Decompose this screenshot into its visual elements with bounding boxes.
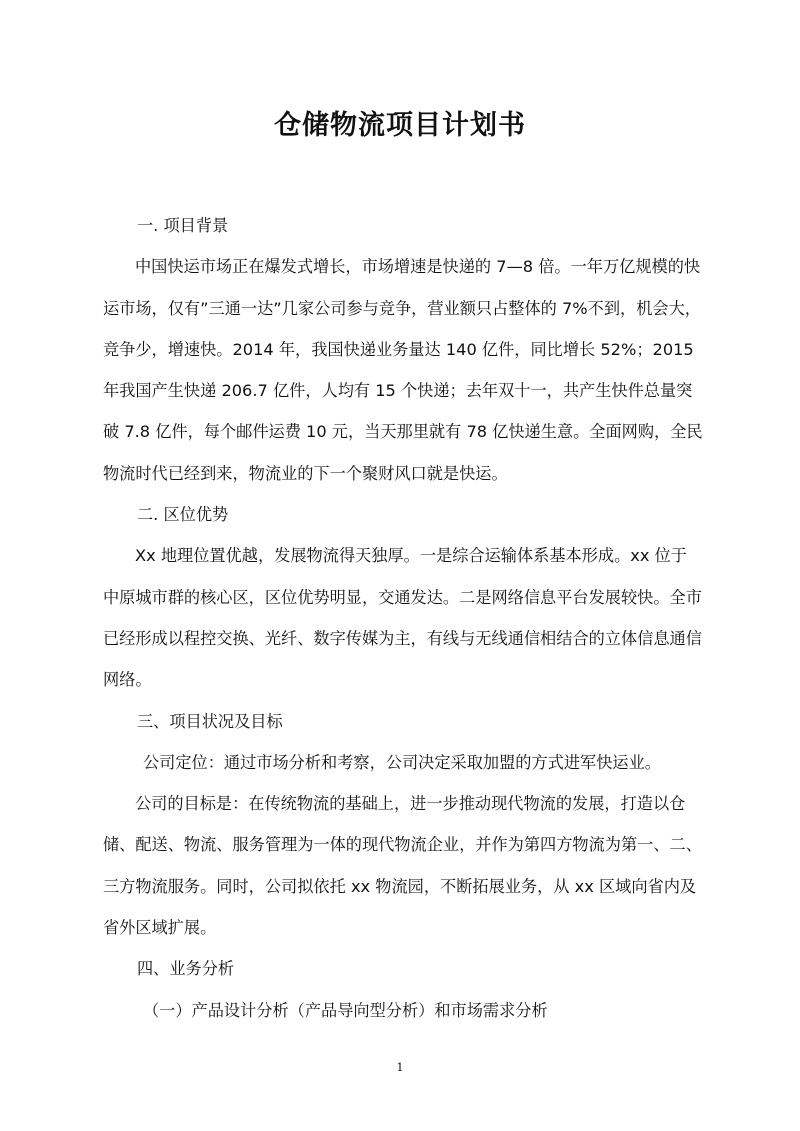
page-number: 1 [396, 1061, 404, 1074]
section-heading-location: 二. 区位优势 [137, 505, 229, 525]
document-body [103, 205, 703, 1031]
section-heading-background: 一. 项目背景 [137, 216, 229, 235]
subsection-heading-product-design: （一）产品设计分析（产品导向型分析）和市场需求分析 [143, 1000, 548, 1020]
paragraph-company-positioning: 公司定位：通过市场分析和考察，公司决定采取加盟的方式进军快运业。 [143, 752, 661, 772]
document-title: 仓储物流项目计划书 [274, 110, 526, 141]
section-heading-status-goals: 三、项目状况及目标 [137, 711, 283, 731]
paragraph-company-goals: 公司的目标是：在传统物流的基础上，进一步推动现代物流的发展，打造以仓储、配送、物流、服务管理为一体的现代物流企业，并作为第四方物流为第一、二、三方物流服务。同时，公司拟依托 xx 物流园，不断拓展业务，从 xx 区域向省内及省外区域扩展。 [103, 794, 702, 938]
paragraph-location: Xx 地理位置优越，发展物流得天独厚。一是综合运输体系基本形成。xx 位于中原城市群的核心区，区位优势明显，交通发达。二是网络信息平台发展较快。全市已经形成以程控交换、光纤、数字传媒为主，有线与无线通信相结合的立体信息通信网络。 [103, 546, 702, 690]
section-heading-business-analysis: 四、业务分析 [137, 959, 235, 979]
paragraph-background: 中国快运市场正在爆发式增长，市场增速是快递的 7—8 倍。一年万亿规模的快运市场，仅有”三通一达”几家公司参与竞争，营业额只占整体的 7%不到，机会大，竞争少，增速快。2014 年，我国快递业务量达 140 亿件，同比增长 52%；2015 年我国产生快递 206.7 亿件，人均有 15 个快递；去年双十一，共产生快件总量突破 7.8 亿件，每个邮件运费 10 元，当天那里就有 78 亿快递生意。全面网购，全民物流时代已经到来，物流业的下一个聚财风口就是快运。 [103, 257, 703, 483]
